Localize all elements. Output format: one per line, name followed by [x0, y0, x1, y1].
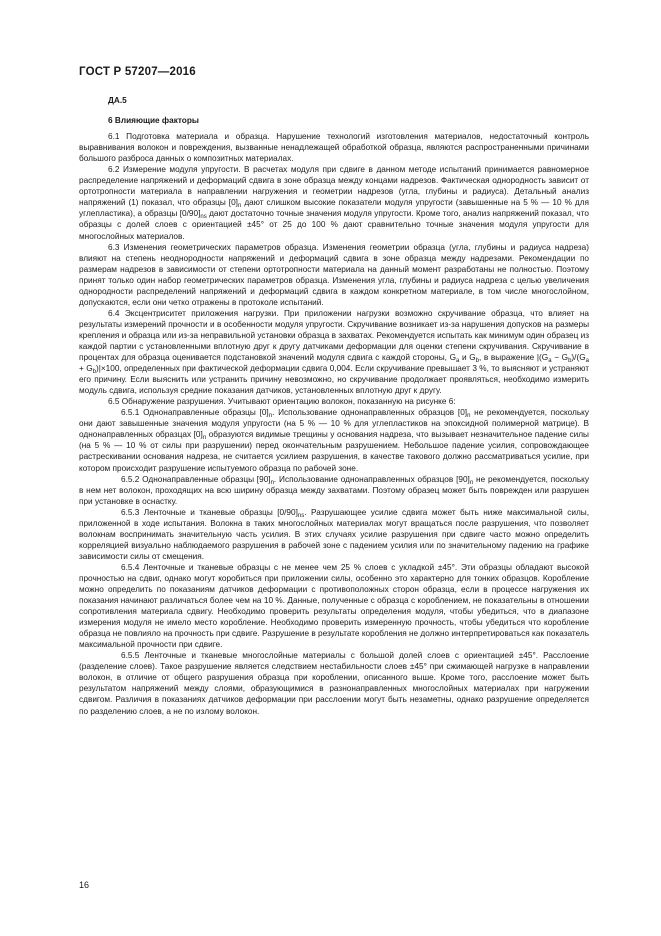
paragraph-6-5-3: 6.5.3 Ленточные и тканевые образцы $[0/90]_{ns}$. Разрушающее усилие сдвига может быть ниже максимальной силы, приложенной в ходе испытания. Волокна в таких многослойных материалах могут вращаться после разрушения, что позволяет волокнам воспринимать значительную часть усилия. В этих случаях усилие разрушения при сдвиге часто можно определить корреляцией визуально наблюдаемого разрушения в рабочей зоне с падением усилия или по значительному падению на графике зависимости силы от смещения. — [79, 507, 589, 561]
paragraph-6-5-5: 6.5.5 Ленточные и тканевые многослойные материалы с большой долей слоев с ориентацией ±45°. Расслоение (разделение слоев). Такое разрушение является следствием нестабильности слоев ±45° при сжимающей нагрузке в направлении волокон, в отличие от общего разрушения образца при короблении, описанного выше. Кроме того, расслоение может быть результатом напряжений между слоями, образующимися в разнонаправленных многослойных материалах при нагружении сдвигом. Различия в показаниях датчиков деформации при расслоении могут быть незаметны, однако разрушение определяется по разделению слоев, а не по излому волокон. — [79, 651, 589, 716]
paragraph-6-5-1: 6.5.1 Однонаправленные образцы $[0]_n$. Использование однонаправленных образцов $[0]_n$ не рекомендуется, поскольку они дают завышенные значения модуля упругости (на 5 % — 10 % для углепластиков на эпоксидной полимерной матрице). В однонаправленных образцах $[0]_n$ образуются видимые трещины у основания надреза, что вызывает незначительное падение силы (на 5 % — 10 % от силы при разрушении) перед окончательным разрушением. Небольшое падение усилия, сопровождающее растрескивании основания надреза, не считается усилием разрушения, в качестве такового должно рассматриваться усилие, при котором происходит разрушение испытуемого образца по рабочей зоне. — [79, 408, 589, 473]
paragraph-6-4: 6.4 Эксцентриситет приложения нагрузки. При приложении нагрузки возможно скручивание образца, что влияет на результаты измерений прочности и в особенности модуля упругости. Скручивание возникает из-за нарушения допусков на размеры крепления и образца или из-за неправильной установки образца в захватах. Рекомендуется испытать как минимум один образец из каждой партии с установленными вплотную друг к другу датчиками деформации для оценки степени скручивания. Скручивание в процентах для образца оценивается подстановкой значений модуля сдвига с каждой стороны, $G_a$ и $G_b$, в выражение $|(G_a - G_b)/(G_a + G_b)|\times 100$, определенных при фактической деформации сдвига 0,004. Если скручивание превышает 3 %, то выясняют и устраняют его причину. Если выяснить или устранить причину невозможно, но скручивание продолжает проявляться, необходимо измерить модуль сдвига, используя средние показания датчиков, установленных вплотную друг к другу. — [79, 308, 589, 396]
paragraph-6-5: 6.5 Обнаружение разрушения. Учитывают ориентацию волокон, показанную на рисунке 6: — [108, 397, 456, 407]
document-id: ГОСТ Р 57207—2016 — [79, 66, 196, 78]
paragraph-6-1: 6.1 Подготовка материала и образца. Нарушение технологий изготовления материалов, недостаточный контроль выравнивания волокон и повреждения, вызванные ненадлежащей обработкой образца, являются распространенными причинами большого разброса данных о композитных материалах. — [79, 132, 589, 164]
paragraph-6-3: 6.3 Изменения геометрических параметров образца. Изменения геометрии образца (угла, глубины и радиуса надреза) влияют на степень неоднородности напряжений и деформаций сдвига в зоне образца между надрезами. Рекомендации по размерам надрезов в зависимости от степени ортотропности материала на данный момент разработаны не полностью. Поэтому принят только один набор геометрических параметров образца. Изменения угла, глубины и радиуса надреза с целью увеличения однородности распределений напряжений и деформаций сдвига в каждом конкретном материале, в том числе многослойном, допускаются, если они четко отражены в протоколе испытаний. — [79, 242, 589, 307]
paragraph-6-5-2: 6.5.2 Однонаправленные образцы $[90]_n$. Использование однонаправленных образцов $[90]_n$ не рекомендуется, поскольку в нем нет волокон, проходящих на всю ширину образца между захватами. Поэтому образец может быть поврежден или разрушен при установке в оснастку. — [79, 474, 590, 506]
page-number: 16 — [79, 880, 90, 890]
appendix-label: ДА.5 — [108, 96, 127, 105]
paragraph-6-5-4: 6.5.4 Ленточные и тканевые образцы с не менее чем 25 % слоев с укладкой ±45°. Эти образцы обладают высокой прочностью на сдвиг, однако могут коробиться при приложении силы, особенно это характерно для тонких образцов. Коробление можно определить по показаниям датчиков деформации с противоположных сторон образца, если в процессе нагружения их показания начинают различаться более чем на 10 %. Данные, полученные с образца с короблением, не показательны в отношении сопротивления материала сдвигу. Необходимо проверить результаты определения модуля, чтобы убедиться, что в диапазоне измерения модуля не имело место коробление. Необходимо проверить измеренную прочность, чтобы убедиться что коробление образца не повлияло на прочность при сдвиге. Разрушение в результате коробления не должно интерпретироваться как показатель максимальной прочности при сдвиге. — [79, 562, 589, 650]
section-title: 6 Влияющие факторы — [108, 116, 199, 126]
document-body — [79, 95, 589, 717]
paragraph-6-2: 6.2 Измерение модуля упругости. В расчетах модуля при сдвиге в данном методе испытаний принимается равномерное распределение напряжений и деформаций сдвига в зоне образца между концами надрезов. Фактическая однородность зависит от ортотропности материала в направлении нагружения и геометрии надрезов (угла, глубины и радиуса). Детальный анализ напряжений (1) показал, что образцы $[0]_n$ дают слишком высокие показатели модуля упругости (завышенные на 5 % — 10 % для углепластика), а образцы $[0/90]_{ns}$ дают достаточно точные значения модуля упругости. Кроме того, анализ напряжений показал, что образцы с долей слоев с ориентацией ±45° от 25 до 100 % дают сравнительно точные значения модуля упругости для многослойных материалов. — [79, 165, 590, 241]
